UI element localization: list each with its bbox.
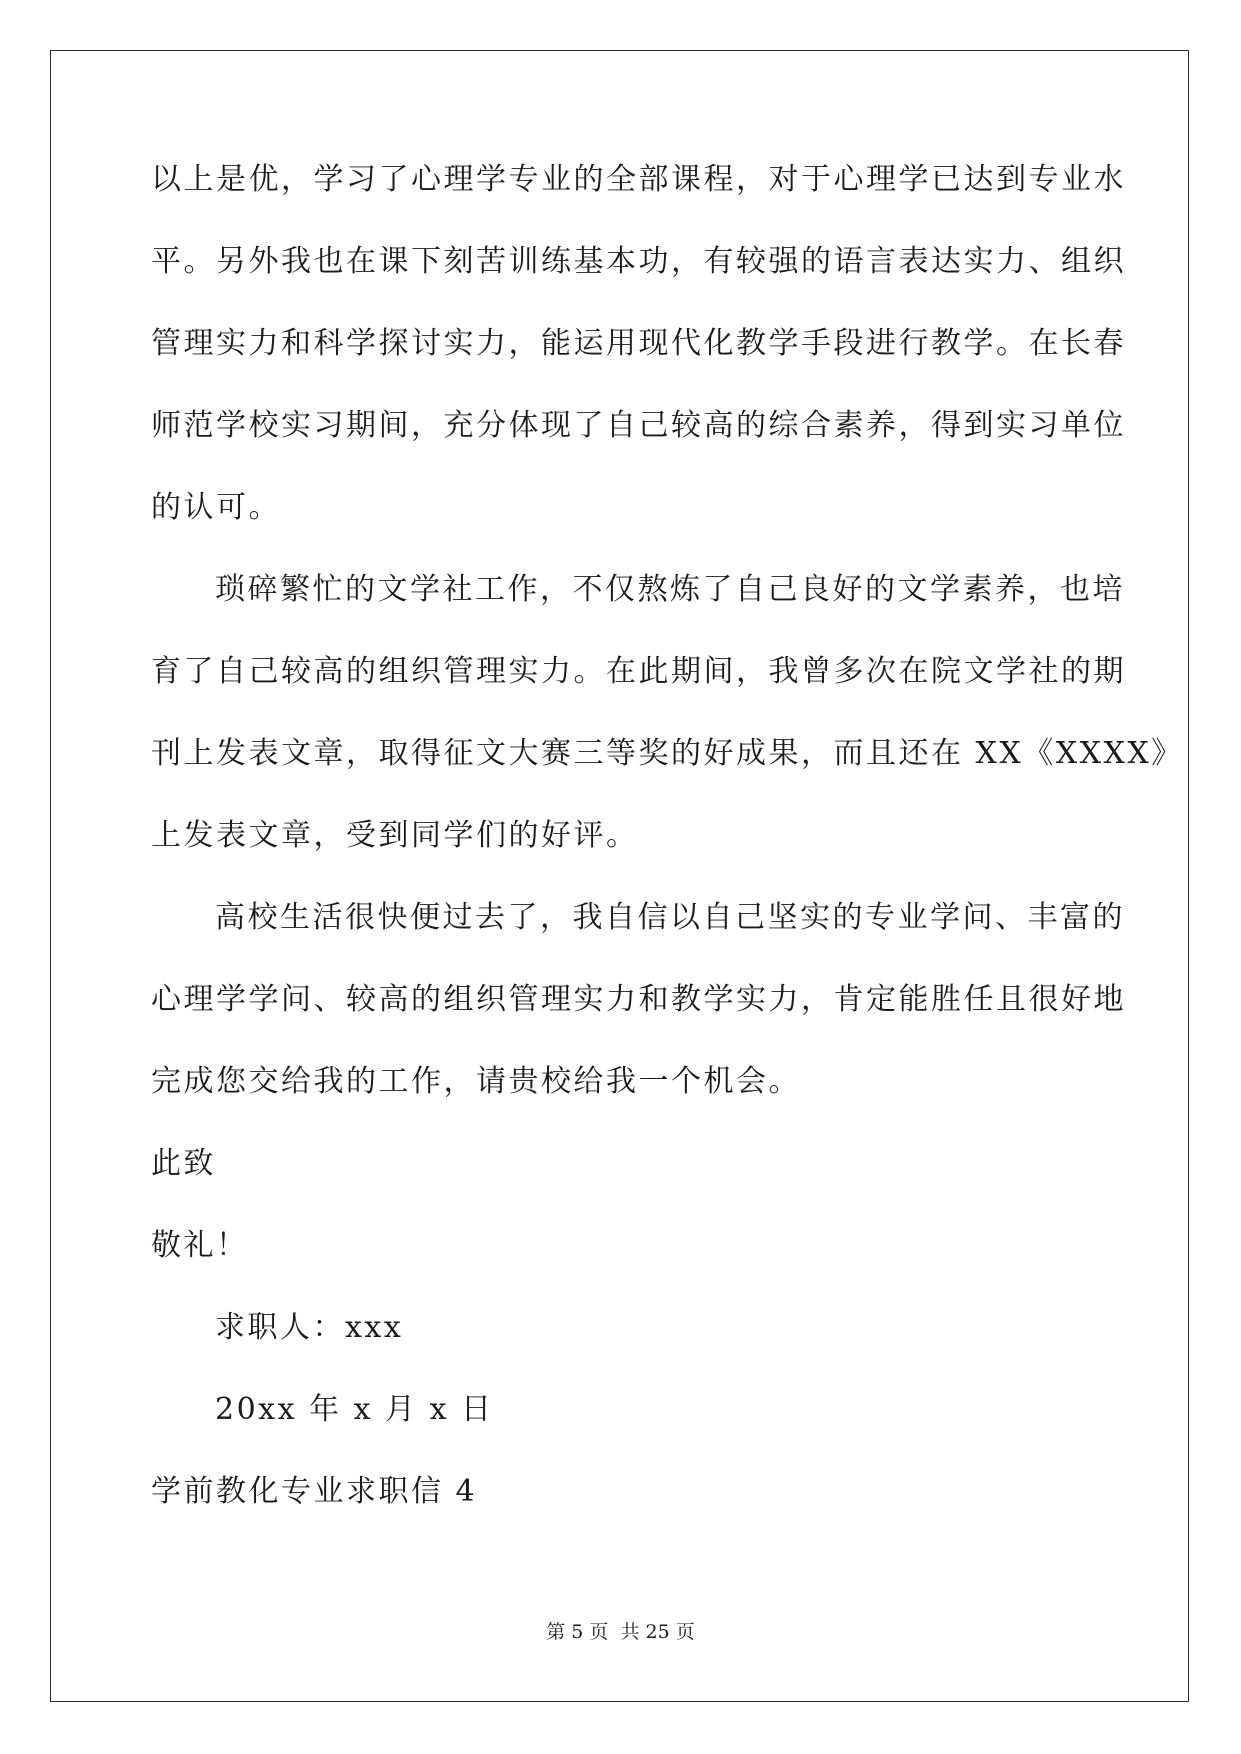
document-body [151,160,1184,1554]
text-line: 的认可。 [151,490,281,525]
salutation: 敬礼！ [151,1228,249,1263]
text-line: 心理学学问、较高的组织管理实力和教学实力，肯定能胜任且很好地 [151,982,1126,1017]
text-line: 管理实力和科学探讨实力，能运用现代化教学手段进行教学。在长春 [151,326,1126,361]
text-line: 完成您交给我的工作，请贵校给我一个机会。 [151,1064,801,1099]
text-line: 以上是优，学习了心理学专业的全部课程，对于心理学已达到专业水 [151,162,1126,197]
text-line: 上发表文章，受到同学们的好评。 [151,818,639,853]
text-line: 刊上发表文章，取得征文大赛三等奖的好成果，而且还在 XX《XXXX》 [151,736,1184,771]
text-line: 高校生活很快便过去了，我自信以自己坚实的专业学问、丰富的 [215,900,1125,935]
page-number: 第 5 页 [546,1621,609,1643]
text-line: 育了自己较高的组织管理实力。在此期间，我曾多次在院文学社的期 [151,654,1126,689]
text-line: 师范学校实习期间，充分体现了自己较高的综合素养，得到实习单位 [151,408,1126,443]
signature-date: 20xx 年 x 月 x 日 [215,1392,494,1427]
text-line: 平。另外我也在课下刻苦训练基本功，有较强的语言表达实力、组织 [151,244,1126,279]
text-line: 琐碎繁忙的文学社工作，不仅熬炼了自己良好的文学素养，也培 [215,572,1125,607]
closing-greeting: 此致 [151,1146,216,1181]
page-footer [0,1617,1241,1644]
page-total: 共 25 页 [620,1621,695,1643]
section-heading: 学前教化专业求职信 4 [151,1474,478,1509]
signature-applicant: 求职人：xxx [215,1310,404,1345]
